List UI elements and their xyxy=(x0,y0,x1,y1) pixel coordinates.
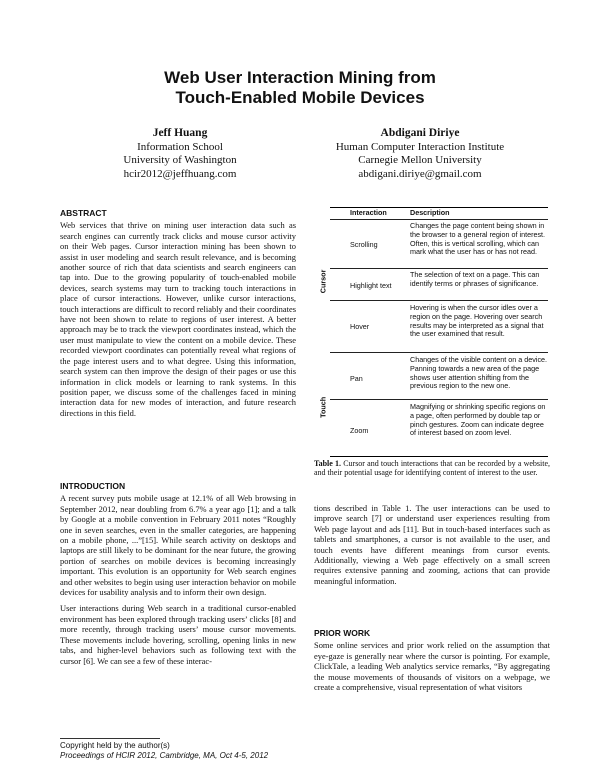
table-row-rule xyxy=(330,268,548,269)
abstract-text: Web services that thrive on mining user interaction data such as search engines can currently track clicks and mouse cursor activity on their Web pages. Cursor interaction mining has been shown to assist in user modeling and search result relevance, and is becoming another source of rich that data scientists and search engineers can tap into. Due to the growing popularity of touch-enabled mobile devices, search systems may turn to tracking touch interactions in place of cursor interactions. However, unlike cursor interactions, touch interactions are difficult to record reliably and their coordinates have not been shown to relate to regions of user interest. A better approach may be to track the viewport coordinates instead, which the user must manipulate to view the content on a mobile device. These recorded viewport coordinates can potentially reveal what regions of the page interest users and to what degree. Using this information, search system can then improve the design of their pages or use this information in click models or learning to rank systems. In this position paper, we discuss some of the challenges faced in mining interaction data for new modes of interaction, and future research directions in this field. xyxy=(60,220,296,418)
table-header-description: Description xyxy=(410,208,450,217)
table-group-rule xyxy=(330,352,548,353)
table-group-touch: Touch xyxy=(318,396,328,418)
author-institution: University of Washington xyxy=(123,154,237,166)
caption-text: Cursor and touch interactions that can be recorded by a website, and their potential usage for identifying content of interest to the user. xyxy=(314,459,551,478)
table-row-scrolling-description: Changes the page content being shown in the browser to a general region of interest. Often, this is vertical scrolling, which can mark what the user has or has not read. xyxy=(410,221,546,257)
author-name: Jeff Huang xyxy=(152,127,208,139)
table-row-hover-interaction: Hover xyxy=(350,322,370,331)
author-affiliation: Human Computer Interaction Institute xyxy=(335,140,505,153)
interaction-table xyxy=(314,207,548,457)
table-row-pan-interaction: Pan xyxy=(350,374,363,383)
author-block-1 xyxy=(60,127,300,181)
intro-paragraph-1: A recent survey puts mobile usage at 12.1% of all Web browsing in September 2012, near doubling from 6.7% a year ago [1]; and a talk by Google at a mobile convention in February 2011 notes “Roughly one in seven searches, even in the smaller categories, are happening on a mobile phone, ...”[15]. While search activity on desktops and laptops are still likely to be dominant for the near future, the growing portion of searches on mobile devices is becoming increasingly important. This evolution is an opportunity for Web search engines and other websites to begin using user interaction behavior on mobile devices for usability analysis and to inform their own design. xyxy=(60,493,296,598)
author-institution: Carnegie Mellon University xyxy=(358,154,482,166)
table-row-highlight-interaction: Highlight text xyxy=(350,281,392,290)
table-row-rule xyxy=(330,300,548,301)
copyright-footer xyxy=(60,741,268,761)
right-paragraph-1: tions described in Table 1. The user interactions can be used to improve search [7] or understand user experiences resulting from Web page layout and ads [11]. But in touch-based interfaces such as tablets and smartphones, a cursor is not available to the user, and touch events have different meanings from cursor events. Additionally, viewing a Web page effectively on a small screen requires extensive panning and zooming, actions that can provide meaningful information. xyxy=(314,503,550,586)
table-header-interaction: Interaction xyxy=(350,208,387,217)
table-row-pan-description: Changes of the visible content on a device. Panning towards a new area of the page shows user attention shifting from the previous region to the new one. xyxy=(410,355,548,391)
title-line-1: Web User Interaction Mining from xyxy=(164,68,436,87)
table-bottom-rule xyxy=(330,456,548,457)
table-header-rule xyxy=(330,219,548,220)
author-affiliation: Information School xyxy=(137,140,223,153)
footer-rule xyxy=(60,738,160,739)
table-row-zoom-description: Magnifying or shrinking specific regions on a page, often performed by double tap or pinch gestures. Zoom can indicate degree of interest based on zoom level. xyxy=(410,402,546,438)
table-row-scrolling-interaction: Scrolling xyxy=(350,240,378,249)
paper-title xyxy=(0,68,600,108)
intro-paragraph-2: User interactions during Web search in a traditional cursor-enabled environment has been explored through tracking users’ clicks [8] and more recently, through tracking users’ mouse cursor movements. These movements include hovering, scrolling, opening links in new tabs, and higher-level behaviors such as following text with the cursor [6]. We can see a few of these interac- xyxy=(60,603,296,666)
table-row-rule xyxy=(330,399,548,400)
author-email: hcir2012@jeffhuang.com xyxy=(123,167,237,180)
prior-work-heading: PRIOR WORK xyxy=(314,628,371,638)
table-group-cursor: Cursor xyxy=(318,269,328,294)
intro-continuation xyxy=(314,503,550,592)
abstract-heading: ABSTRACT xyxy=(60,208,107,218)
prior-work-section xyxy=(314,628,550,698)
title-line-2: Touch-Enabled Mobile Devices xyxy=(175,88,425,107)
table-row-zoom-interaction: Zoom xyxy=(350,426,369,435)
proceedings-line: Proceedings of HCIR 2012, Cambridge, MA, Oct 4-5, 2012 xyxy=(60,751,269,760)
author-block-2 xyxy=(300,127,540,181)
table-row-hover-description: Hovering is when the cursor idles over a region on the page. Hovering over search results may be interpreted as a signal that the user examined that result. xyxy=(410,303,544,339)
caption-label: Table 1. xyxy=(314,459,342,468)
introduction-section xyxy=(60,481,296,672)
table-caption xyxy=(314,459,550,478)
author-name: Abdigani Diriye xyxy=(380,127,460,139)
table-row-highlight-description: The selection of text on a page. This can identify terms or phrases of significance. xyxy=(410,270,540,288)
author-email: abdigani.diriye@gmail.com xyxy=(358,167,482,180)
introduction-heading: INTRODUCTION xyxy=(60,481,126,491)
prior-work-paragraph: Some online services and prior work relied on the assumption that eye-gaze is generally near where the cursor is pointing. For example, ClickTale, a leading Web analytics service remarks, “By aggregating the mouse movements of thousands of visitors on a webpage, we create a comprehensive, visual representation of what visitors xyxy=(314,640,550,693)
abstract-section xyxy=(60,208,296,424)
copyright-line: Copyright held by the author(s) xyxy=(60,741,170,750)
